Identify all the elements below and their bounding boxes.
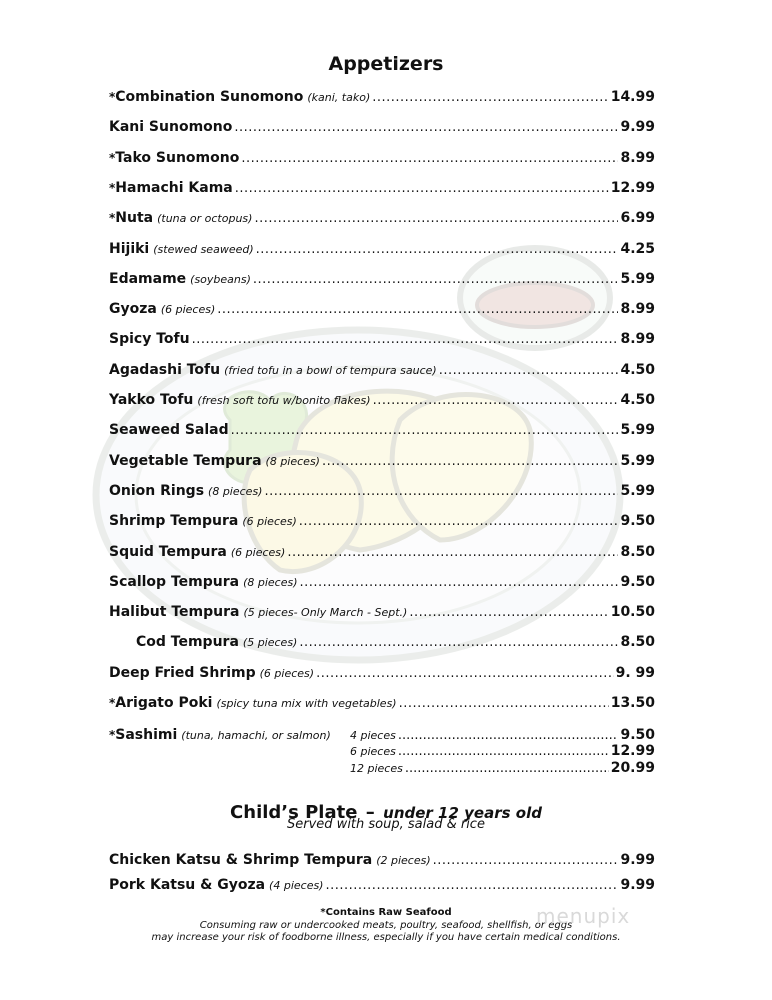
menu-item (109, 362, 655, 382)
item-note: (5 pieces- Only March - Sept.) (243, 606, 408, 619)
item-name: Hijiki (109, 241, 150, 257)
item-price: 9.50 (620, 513, 655, 529)
dot-leader (398, 744, 609, 759)
dot-leader (192, 332, 619, 347)
menu-item (136, 634, 655, 654)
dot-leader (316, 666, 614, 681)
dot-leader (439, 363, 619, 378)
menu-item (109, 574, 655, 594)
dot-leader (322, 454, 618, 469)
dot-leader (409, 605, 608, 620)
item-name: Arigato Poki (115, 695, 213, 711)
dot-leader (399, 696, 609, 711)
item-name: Cod Tempura (136, 634, 239, 650)
dot-leader (254, 211, 618, 226)
child-heading-separator: – (365, 802, 375, 823)
raw-seafood-marker: * (109, 728, 116, 742)
item-price: 5.99 (620, 271, 655, 287)
raw-seafood-marker: * (109, 211, 116, 225)
item-price: 9.99 (620, 119, 655, 135)
menu-item (109, 210, 655, 230)
item-price: 4.50 (620, 362, 655, 378)
item-note: (4 pieces) (269, 879, 324, 892)
menu-item (109, 483, 655, 503)
dot-leader (256, 242, 619, 257)
menu-item (109, 301, 655, 321)
item-name: Shrimp Tempura (109, 513, 239, 529)
dot-leader (325, 878, 618, 893)
sashimi-size-row (350, 743, 655, 759)
dot-leader (299, 514, 619, 529)
item-price: 5.99 (620, 483, 655, 499)
item-price: 8.50 (620, 544, 655, 560)
menu-item (109, 241, 655, 261)
item-price: 5.99 (620, 453, 655, 469)
item-name: Spicy Tofu (109, 331, 190, 347)
menu-item (109, 392, 655, 412)
item-price: 8.99 (620, 150, 655, 166)
item-note: (stewed seaweed) (153, 243, 254, 256)
item-price: 20.99 (610, 760, 655, 776)
dot-leader (433, 853, 619, 868)
watermark-logo: menupix (536, 904, 631, 928)
item-note: (2 pieces) (376, 854, 431, 867)
item-name: Edamame (109, 271, 187, 287)
item-name: Sashimi (115, 727, 178, 743)
item-note: (fresh soft tofu w/bonito flakes) (197, 394, 371, 407)
size-label: 6 pieces (350, 745, 396, 758)
item-name: Nuta (115, 210, 154, 226)
item-note: (tuna, hamachi, or salmon) (181, 729, 331, 742)
item-price: 9.50 (620, 574, 655, 590)
menu-item (109, 544, 655, 564)
child-item (109, 852, 655, 872)
dot-leader (299, 635, 618, 650)
menu-item (109, 604, 655, 624)
item-note: (kani, tako) (307, 91, 371, 104)
dot-leader (300, 575, 619, 590)
item-note: (5 pieces) (242, 636, 298, 649)
item-price: 5.99 (620, 422, 655, 438)
menu-item (109, 695, 655, 715)
child-heading-label: Child’s Plate (230, 802, 358, 823)
dot-leader (241, 151, 618, 166)
menu-item (109, 180, 655, 200)
item-price: 12.99 (610, 743, 655, 759)
size-label: 12 pieces (350, 762, 403, 775)
item-note: (6 pieces) (242, 515, 297, 528)
item-note: (6 pieces) (259, 667, 315, 680)
item-name: Yakko Tofu (109, 392, 194, 408)
sashimi-size-row (350, 760, 655, 776)
raw-seafood-marker: * (109, 696, 116, 710)
dot-leader (373, 393, 619, 408)
menu-item (109, 119, 655, 139)
menu-item (109, 331, 655, 351)
item-note: (soybeans) (190, 273, 251, 286)
raw-seafood-marker: * (109, 151, 116, 165)
item-note: (6 pieces) (230, 546, 286, 559)
item-name: Scallop Tempura (109, 574, 240, 590)
raw-seafood-notice: *Contains Raw Seafood (320, 907, 452, 918)
item-price: 4.50 (620, 392, 655, 408)
health-warning-line-2: may increase your risk of foodborne illness, especially if you have certain medical conditions. (151, 932, 621, 943)
item-note: (spicy tuna mix with vegetables) (216, 697, 397, 710)
item-note: (8 pieces) (243, 576, 298, 589)
child-item (109, 877, 655, 897)
item-price: 9. 99 (615, 665, 655, 681)
item-price: 9.99 (620, 877, 655, 893)
item-note: (fried tofu in a bowl of tempura sauce) (224, 364, 437, 377)
item-name: Gyoza (109, 301, 157, 317)
item-price: 12.99 (610, 180, 655, 196)
item-name: Pork Katsu & Gyoza (109, 877, 266, 893)
dot-leader (372, 90, 608, 105)
item-price: 9.50 (620, 727, 655, 743)
item-name: Hamachi Kama (115, 180, 233, 196)
item-price: 9.99 (620, 852, 655, 868)
item-price: 8.99 (620, 331, 655, 347)
item-price: 13.50 (610, 695, 655, 711)
menu-item (109, 422, 655, 442)
item-name: Squid Tempura (109, 544, 227, 560)
health-warning-line-1: Consuming raw or undercooked meats, poultry, seafood, shellfish, or eggs (199, 920, 573, 931)
child-age-note: under 12 years old (383, 804, 542, 822)
item-note: (8 pieces) (265, 455, 320, 468)
item-note: (tuna or octopus) (157, 212, 253, 225)
dot-leader (235, 181, 609, 196)
menu-item (109, 89, 655, 109)
raw-seafood-marker: * (109, 90, 116, 104)
menu-item (109, 271, 655, 291)
menu-item (109, 453, 655, 473)
item-price: 4.25 (620, 241, 655, 257)
size-label: 4 pieces (350, 729, 396, 742)
dot-leader (253, 272, 619, 287)
dot-leader (264, 484, 618, 499)
item-price: 6.99 (620, 210, 655, 226)
item-name: Onion Rings (109, 483, 205, 499)
item-name: Kani Sunomono (109, 119, 233, 135)
item-note: (6 pieces) (160, 303, 216, 316)
child-subtitle: Served with soup, salad & rice (287, 817, 485, 832)
item-name: Combination Sunomono (115, 89, 304, 105)
dot-leader (405, 761, 609, 776)
menu-item (109, 513, 655, 533)
item-note: (8 pieces) (208, 485, 263, 498)
menu-item (109, 665, 655, 685)
item-name: Tako Sunomono (115, 150, 240, 166)
item-price: 14.99 (610, 89, 655, 105)
dot-leader (398, 728, 619, 743)
item-name: Agadashi Tofu (109, 362, 221, 378)
menu-item-sashimi (109, 727, 349, 747)
raw-seafood-marker: * (109, 181, 116, 195)
item-name: Vegetable Tempura (109, 453, 262, 469)
dot-leader (234, 120, 618, 135)
item-name: Halibut Tempura (109, 604, 240, 620)
dot-leader (231, 423, 619, 438)
dot-leader (287, 545, 618, 560)
item-name: Deep Fried Shrimp (109, 665, 256, 681)
item-price: 8.50 (620, 634, 655, 650)
item-name: Chicken Katsu & Shrimp Tempura (109, 852, 373, 868)
item-name: Seaweed Salad (109, 422, 229, 438)
item-price: 8.99 (620, 301, 655, 317)
sashimi-size-row (350, 727, 655, 743)
section-title-appetizers: Appetizers (328, 53, 444, 75)
menu-item (109, 150, 655, 170)
item-price: 10.50 (610, 604, 655, 620)
dot-leader (217, 302, 618, 317)
